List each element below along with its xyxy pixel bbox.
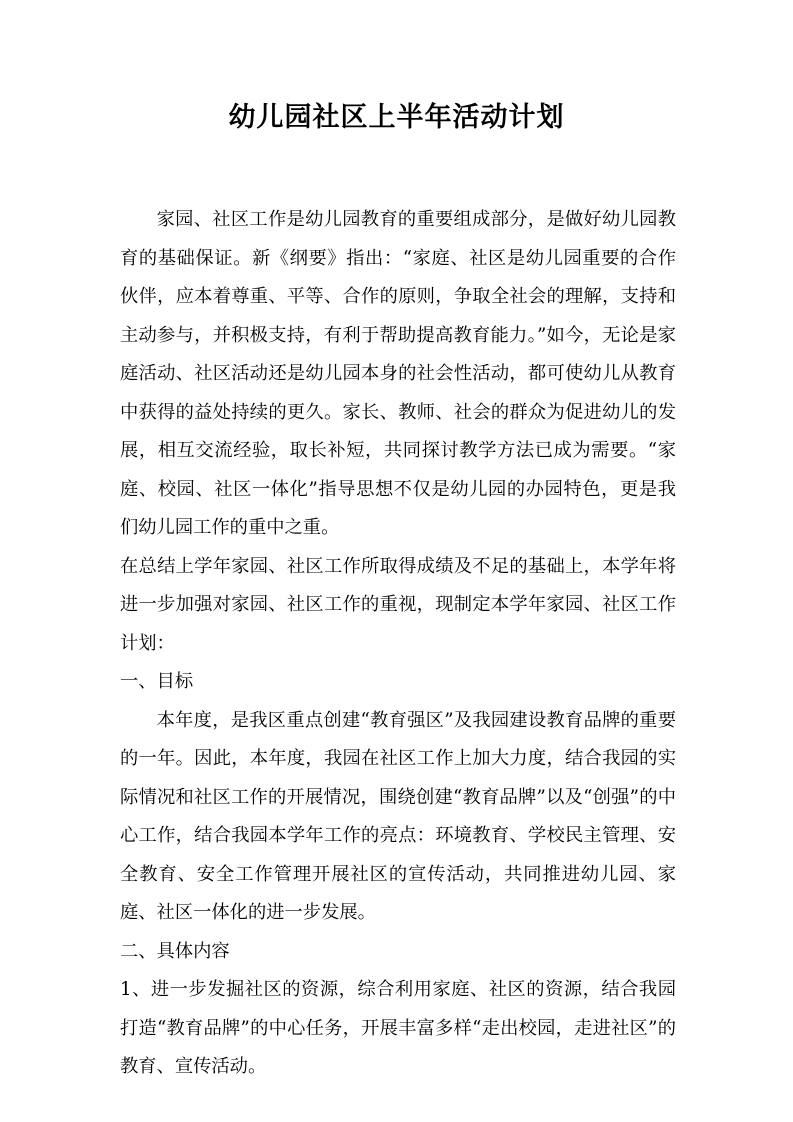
summary-paragraph: 在总结上学年家园、社区工作所取得成绩及不足的基础上，本学年将进一步加强对家园、社区工作的重视，现制定本学年家园、社区工作计划：	[120, 555, 676, 654]
content-item-1: 1、进一步发掘社区的资源，综合利用家庭、社区的资源，结合我园打造“教育品牌”的中心任务，开展丰富多样“走出校园，走进社区”的教育、宣传活动。	[120, 979, 676, 1077]
section-heading-content: 二、具体内容	[120, 940, 230, 962]
document-title: 幼儿园社区上半年活动计划	[228, 102, 565, 133]
goals-paragraph: 本年度，是我区重点创建“教育强区”及我园建设教育品牌的重要的一年。因此，本年度，我园在社区工作上加大力度，结合我园的实际情况和社区工作的开展情况，围绕创建“教育品牌”以及“创强”的中心工作，结合我园本学年工作的亮点：环境教育、学校民主管理、安全教育、安全工作管理开展社区的宣传活动，共同推进幼儿园、家庭、社区一体化的进一步发展。	[120, 709, 676, 923]
document-body	[120, 201, 676, 1087]
intro-paragraph: 家园、社区工作是幼儿园教育的重要组成部分，是做好幼儿园教育的基础保证。新《纲要》指出：“家庭、社区是幼儿园重要的合作伙伴，应本着尊重、平等、合作的原则，争取全社会的理解，支持和主动参与，并积极支持，有利于帮助提高教育能力。”如今，无论是家庭活动、社区活动还是幼儿园本身的社会性活动，都可使幼儿从教育中获得的益处持续的更久。家长、教师、社会的群众为促进幼儿的发展，相互交流经验，取长补短，共同探讨教学方法已成为需要。“家庭、校园、社区一体化”指导思想不仅是幼儿园的办园特色，更是我们幼儿园工作的重中之重。	[120, 209, 676, 538]
section-heading-goals: 一、目标	[120, 671, 194, 692]
